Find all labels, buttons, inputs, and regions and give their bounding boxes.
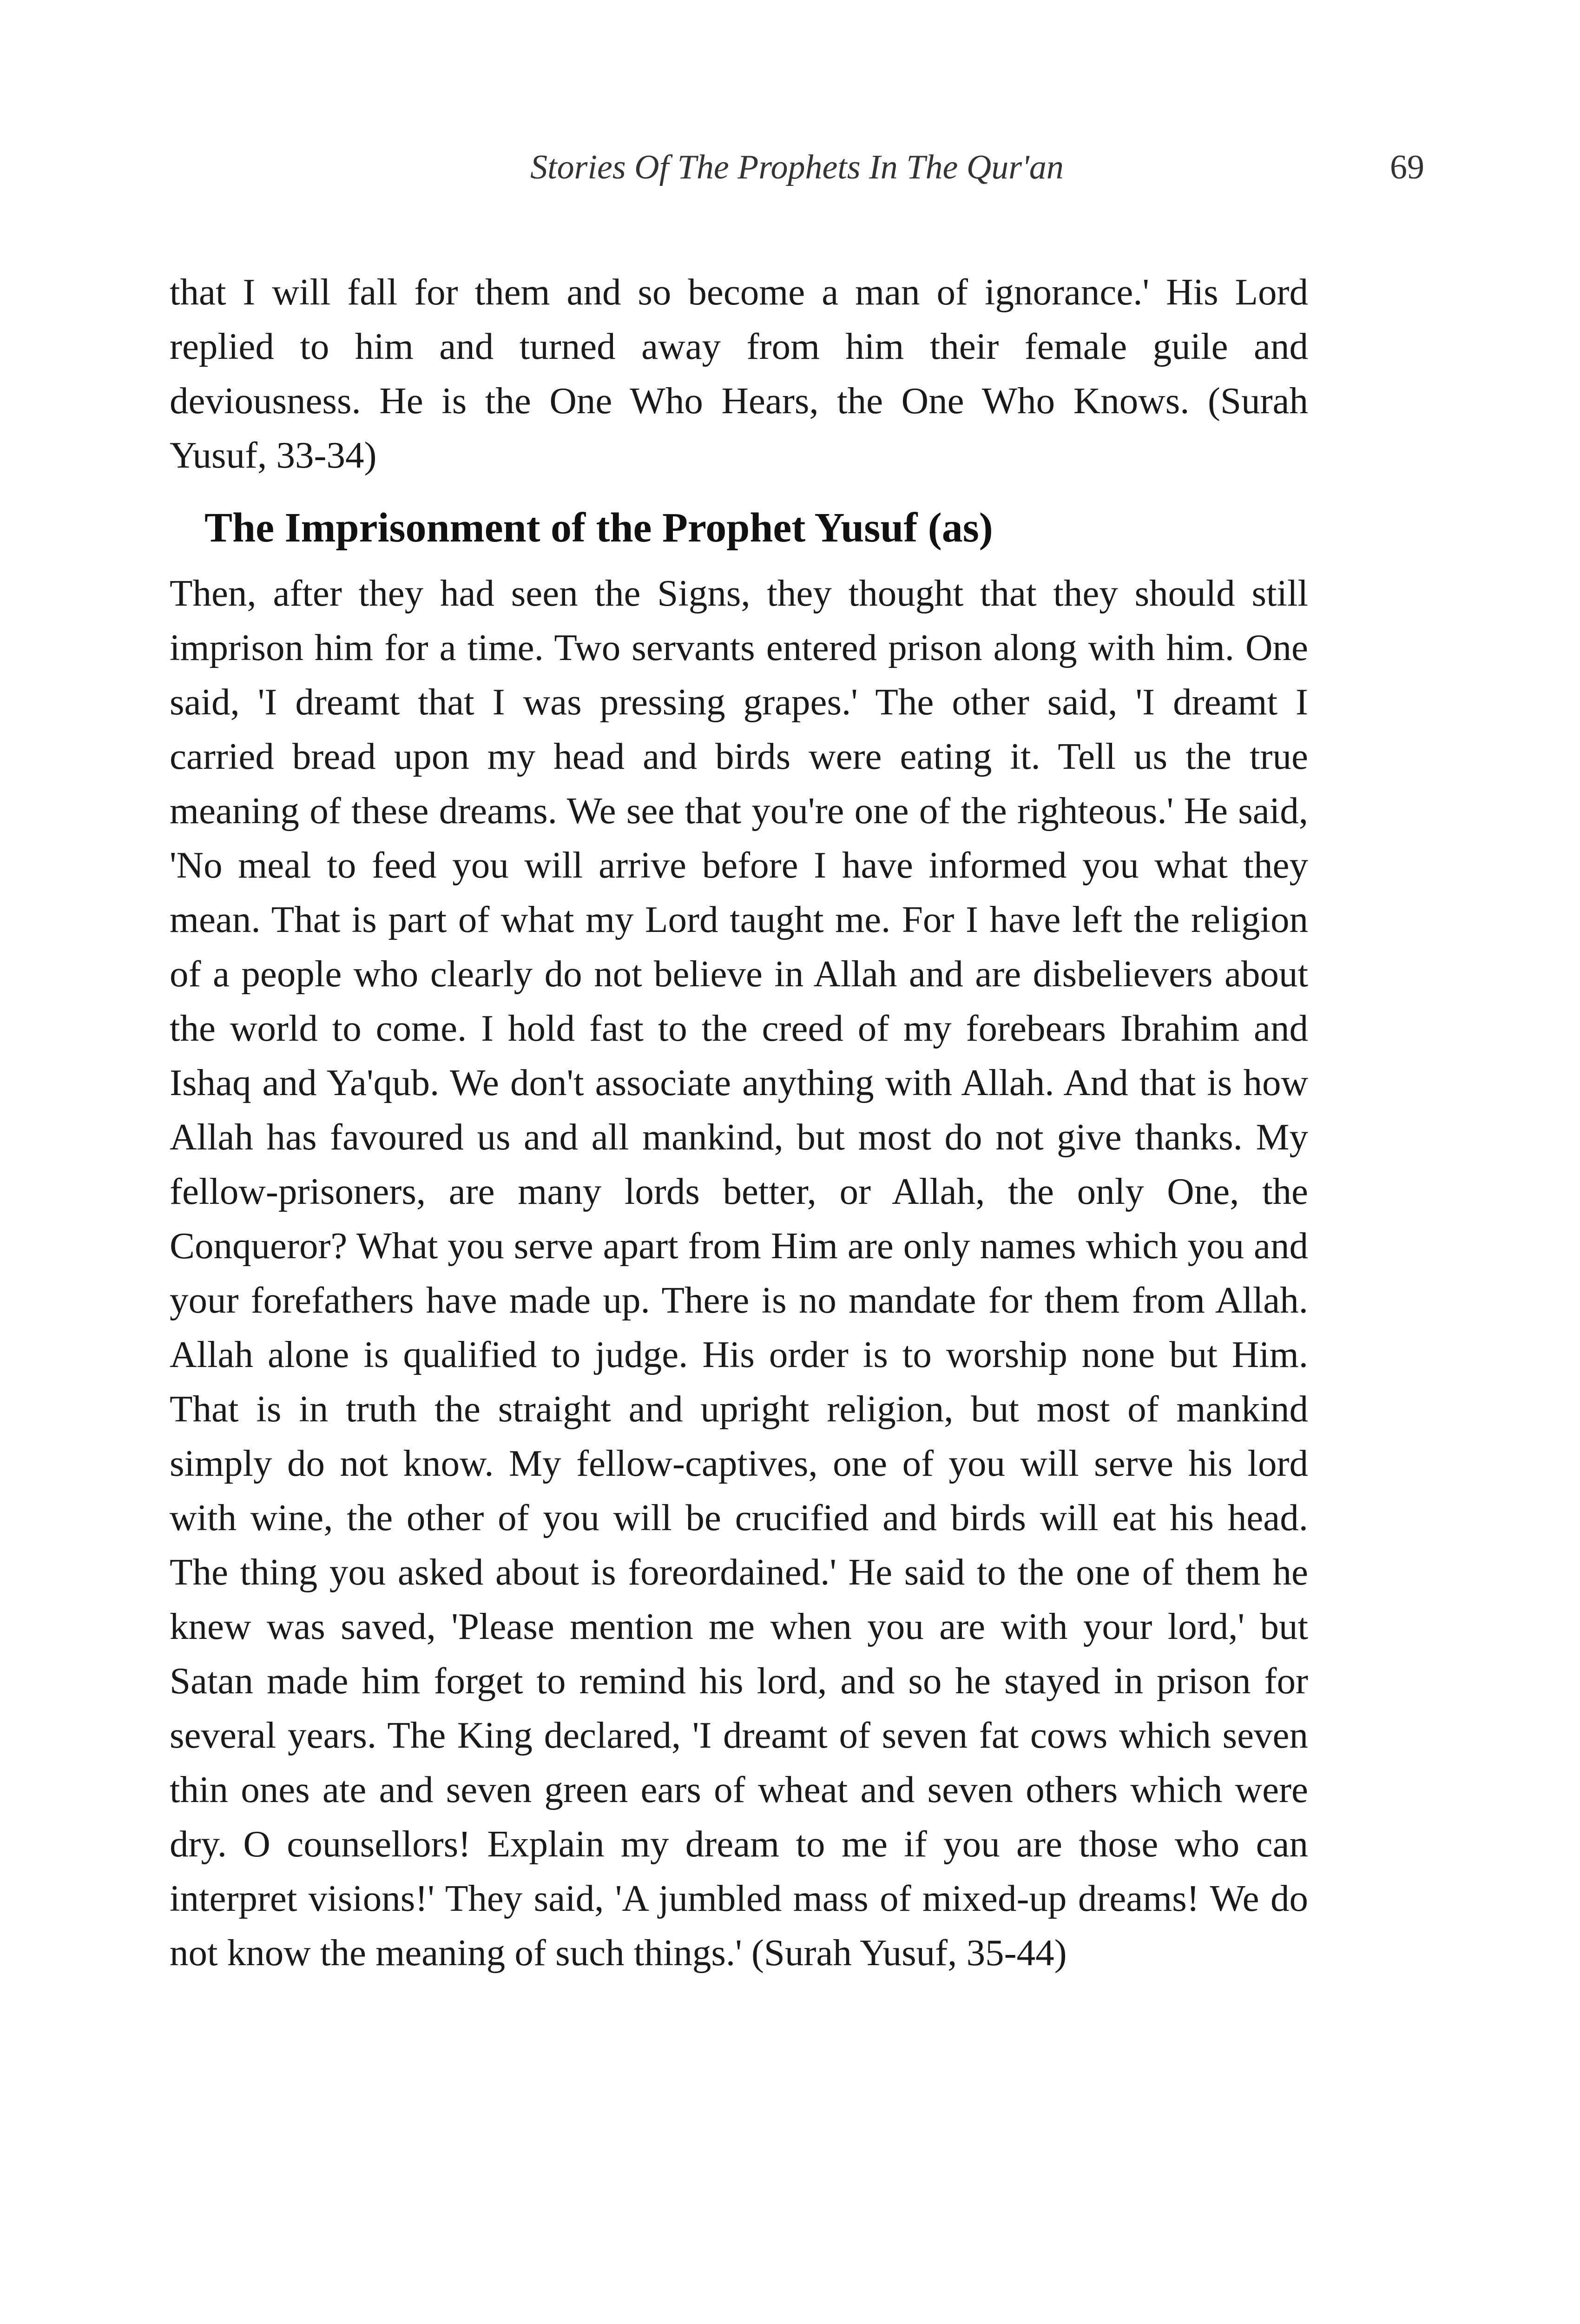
- paragraph-imprisonment: Then, after they had seen the Signs, they thought that they should still imprison him for a time. Two servants entered prison along with him. One said, 'I dreamt that I was pressing grapes.' The other said, 'I dreamt I carried bread upon my head and birds were eating it. Tell us the true meaning of these dreams. We see that you're one of the righteous.' He said, 'No meal to feed you will arrive before I have informed you what they mean. That is part of what my Lord taught me. For I have left the religion of a people who clearly do not believe in Allah and are disbelievers about the world to come. I hold fast to the creed of my forebears Ibrahim and Ishaq and Ya'qub. We don't associate anything with Allah. And that is how Allah has favoured us and all mankind, but most do not give thanks. My fellow-prisoners, are many lords better, or Allah, the only One, the Conqueror? What you serve apart from Him are only names which you and your forefathers have made up. There is no mandate for them from Allah. Allah alone is qualified to judge. His order is to worship none but Him. That is in truth the straight and upright religion, but most of mankind simply do not know. My fellow-captives, one of you will serve his lord with wine, the other of you will be crucified and birds will eat his head. The thing you asked about is foreordained.' He said to the one of them he knew was saved, 'Please mention me when you are with your lord,' but Satan made him forget to remind his lord, and so he stayed in prison for several years. The King declared, 'I dreamt of seven fat cows which seven thin ones ate and seven green ears of wheat and seven others which were dry. O counsellors! Explain my dream to me if you are those who can interpret visions!' They said, 'A jumbled mass of mixed-up dreams! We do not know the meaning of such things.' (Surah Yusuf, 35-44): [170, 572, 1308, 1974]
- running-title: Stories Of The Prophets In The Qur'an: [530, 148, 1064, 186]
- page-number: 69: [1390, 148, 1424, 186]
- section-heading: The Imprisonment of the Prophet Yusuf (as): [204, 505, 993, 551]
- body-text: [170, 265, 1308, 1980]
- running-header: [170, 139, 1424, 195]
- paragraph-continuation: that I will fall for them and so become a man of ignorance.' His Lord replied to him and turned away from him their female guile and deviousness. He is the One Who Hears, the One Who Knows. (Surah Yusuf, 33-34): [170, 271, 1308, 476]
